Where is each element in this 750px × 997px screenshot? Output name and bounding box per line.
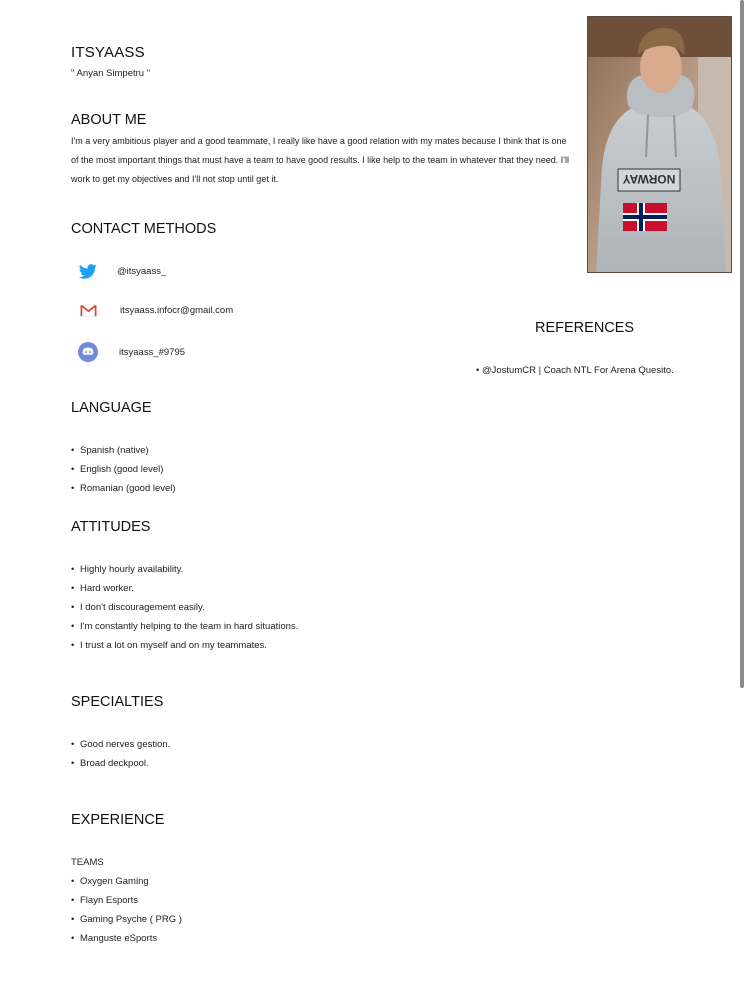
language-list	[71, 441, 176, 498]
discord-icon	[78, 342, 98, 362]
twitter-handle: @itsyaass_	[117, 265, 167, 277]
twitter-icon	[78, 261, 98, 281]
reference-bullet: •	[476, 365, 482, 376]
contact-title: CONTACT METHODS	[71, 221, 217, 237]
discord-tag: itsyaass_#9795	[119, 346, 186, 358]
scrollbar[interactable]	[740, 0, 744, 688]
experience-subtitle: TEAMS	[71, 857, 104, 868]
hoodie-text: NORWAY	[622, 172, 676, 186]
about-text: I'm a very ambitious player and a good teammate, I really like have a good relation with my mates because I think that is one of the most important things that must have a team to have good results. I like help to the team in whatever that they need. I'll work to get my objectives and I'll not stop until get it.	[71, 136, 569, 184]
list-item: • Good nerves gestion.	[71, 739, 171, 750]
reference-text: @JostumCR | Coach NTL For Arena Quesito.	[481, 365, 674, 376]
attitudes-list	[71, 560, 298, 655]
list-item: • Manguste eSports	[71, 933, 158, 944]
profile-name: ITSYAASS	[71, 44, 145, 61]
language-title: LANGUAGE	[71, 400, 152, 416]
experience-list	[71, 872, 182, 948]
list-item: • I don't discouragement easily.	[71, 602, 205, 613]
specialties-list	[71, 735, 170, 773]
list-item: • Oxygen Gaming	[71, 876, 149, 887]
specialties-title: SPECIALTIES	[71, 694, 164, 710]
list-item: • I'm constantly helping to the team in hard situations.	[71, 621, 299, 632]
list-item: • English (good level)	[71, 464, 164, 475]
references-title: REFERENCES	[535, 320, 635, 336]
list-item: • Hard worker.	[71, 583, 134, 594]
contact-gmail[interactable]	[78, 299, 233, 321]
contact-discord[interactable]	[78, 341, 185, 363]
reference-item	[476, 365, 674, 376]
list-item: • Broad deckpool.	[71, 758, 149, 769]
list-item: • I trust a lot on myself and on my teammates.	[71, 640, 267, 651]
list-item: • Romanian (good level)	[71, 483, 176, 494]
profile-photo	[587, 16, 732, 273]
list-item: • Spanish (native)	[71, 445, 149, 456]
about-title: ABOUT ME	[71, 112, 147, 128]
profile-subtitle: " Anyan Simpetru "	[71, 68, 151, 79]
experience-title: EXPERIENCE	[71, 812, 165, 828]
contact-twitter[interactable]	[78, 260, 166, 282]
list-item: • Gaming Psyche ( PRG )	[71, 914, 182, 925]
list-item: • Flayn Esports	[71, 895, 139, 906]
list-item: • Highly hourly availability.	[71, 564, 184, 575]
gmail-icon	[78, 300, 98, 320]
profile-photo-illustration	[588, 17, 732, 273]
gmail-address: itsyaass.infocr@gmail.com	[120, 304, 234, 316]
attitudes-title: ATTITUDES	[71, 519, 151, 535]
